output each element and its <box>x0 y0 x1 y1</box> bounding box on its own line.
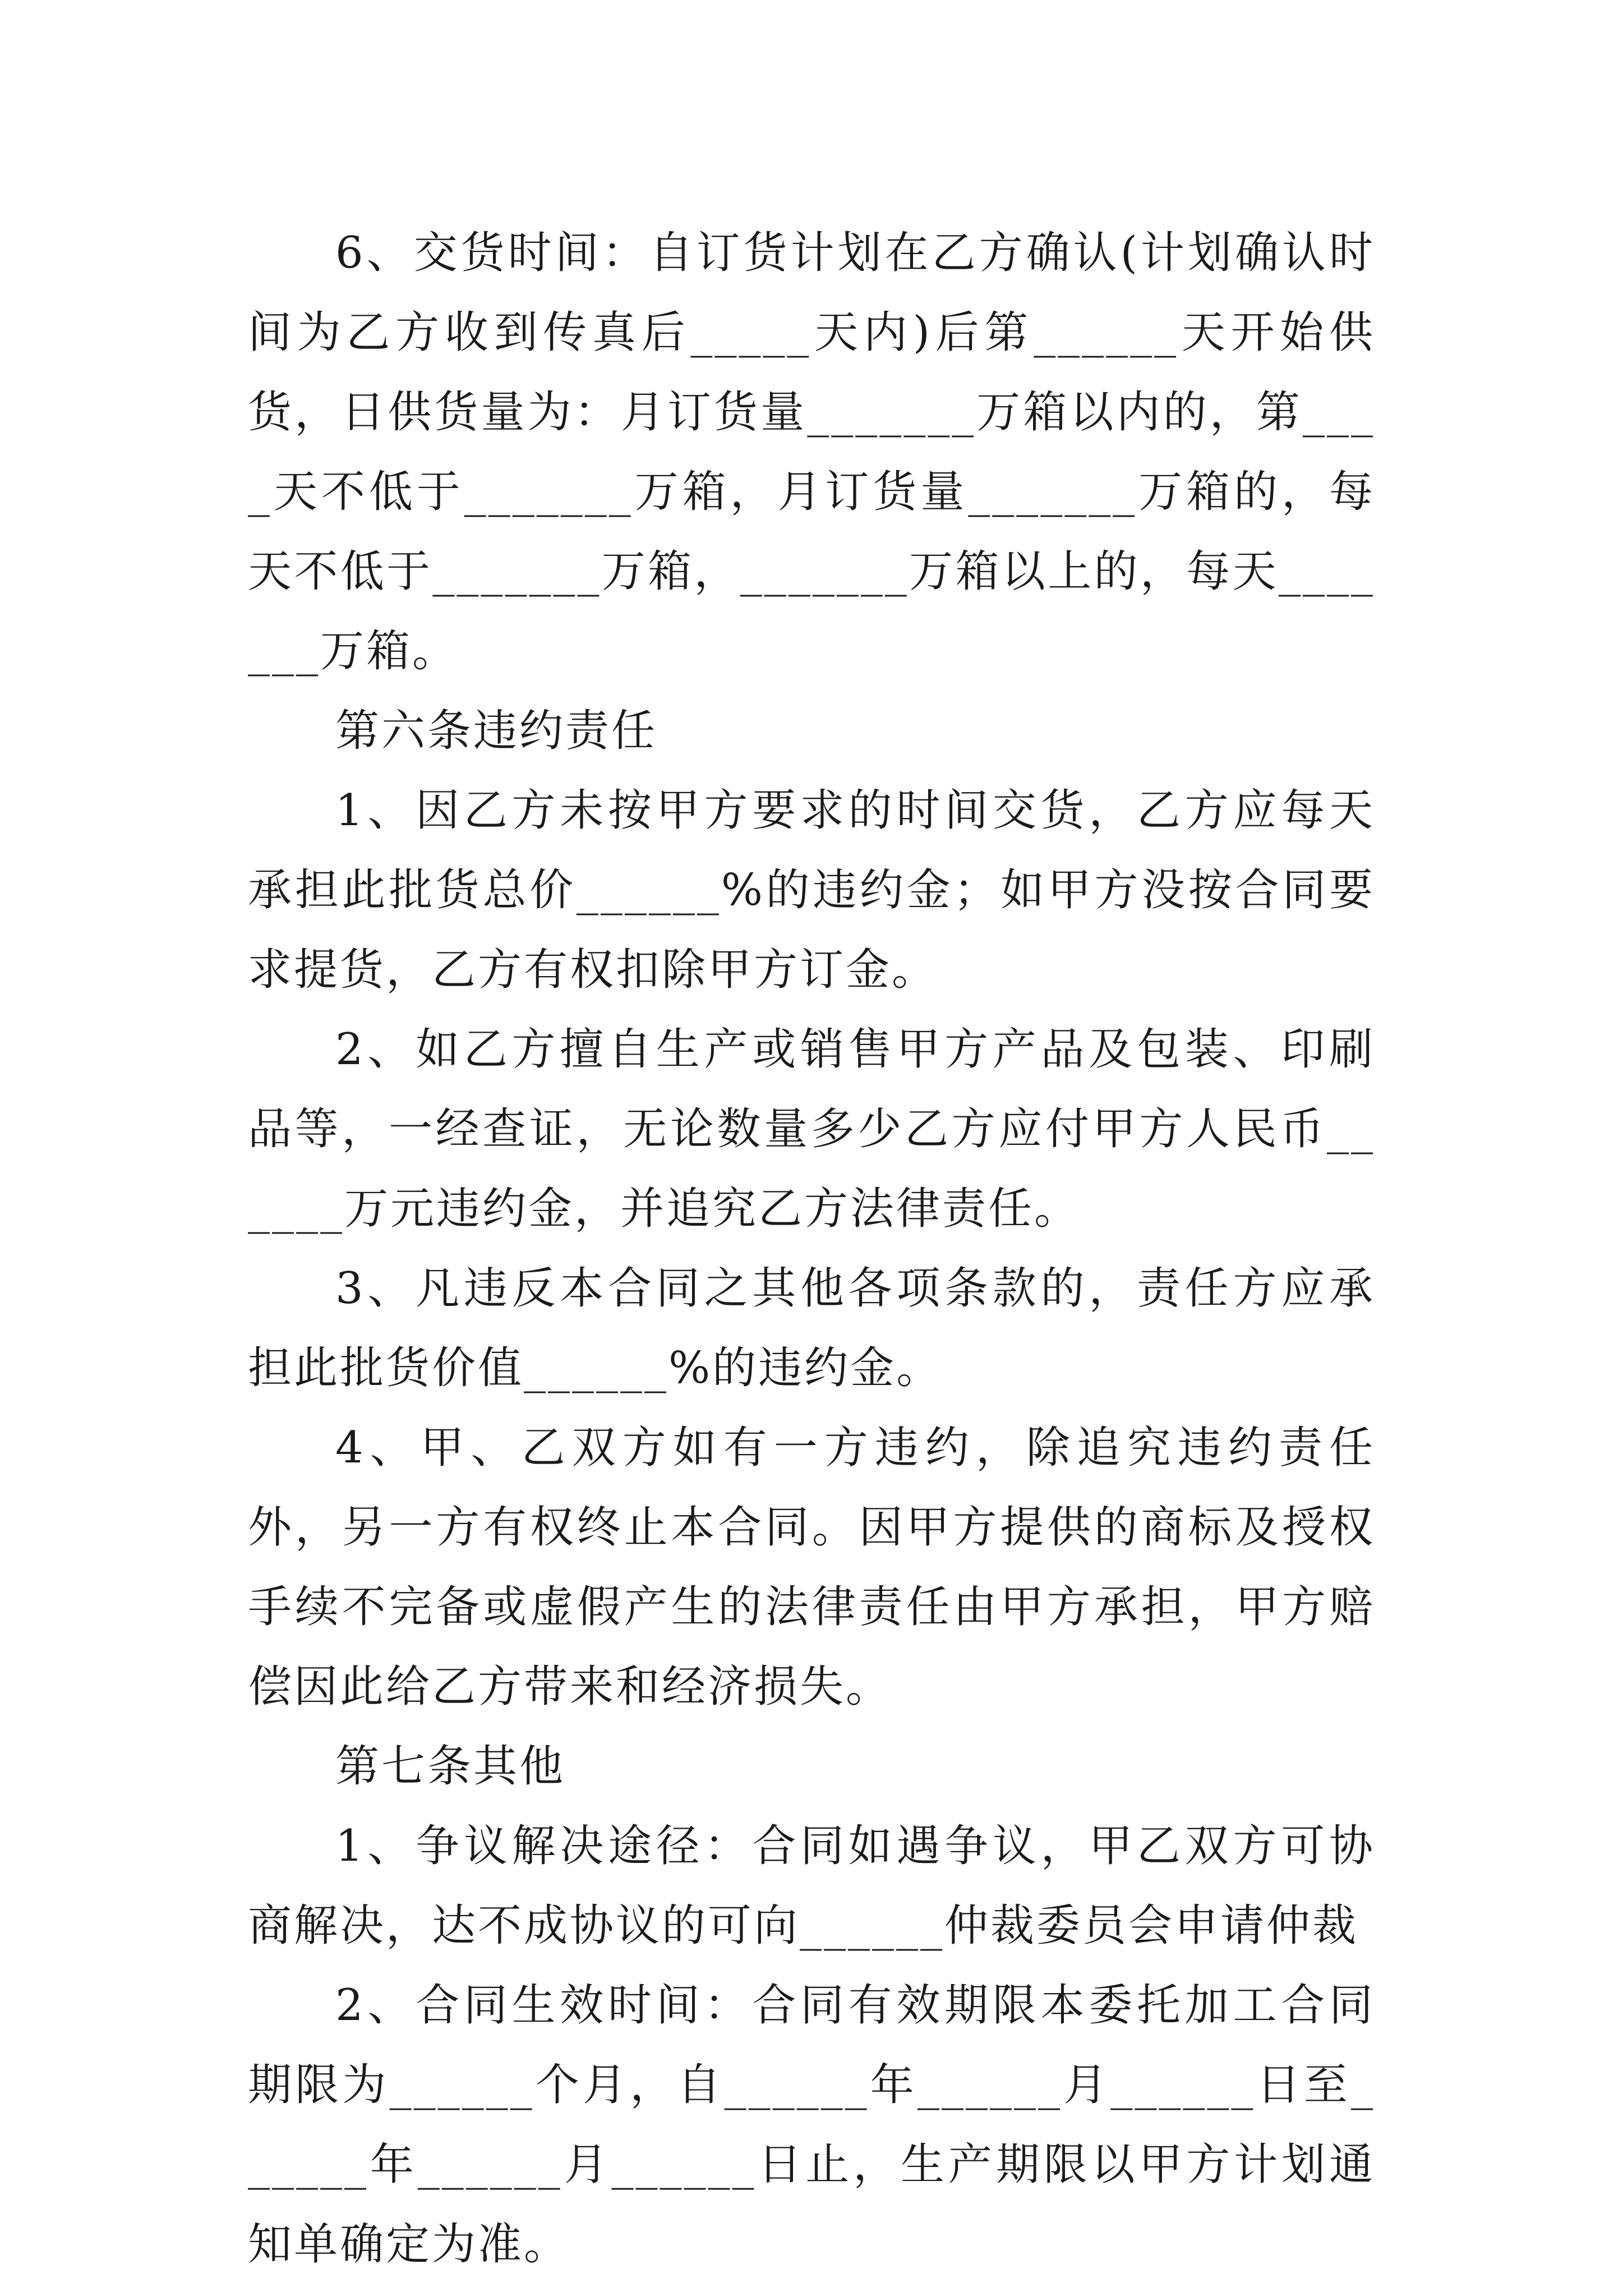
article-6-item-1: 1、因乙方未按甲方要求的时间交货，乙方应每天承担此批货总价______%的违约金；如甲方没按合同要求提货，乙方有权扣除甲方订金。 <box>248 785 1375 995</box>
article-6-item-3: 3、凡违反本合同之其他各项条款的，责任方应承担此批货价值______%的违约金。 <box>248 1263 1375 1393</box>
article-7-item-1: 1、争议解决途径：合同如遇争议，甲乙双方可协商解决，达不成协议的可向______仲裁委员会申请仲裁 <box>248 1821 1375 1951</box>
article-6-heading: 第六条违约责任 <box>335 706 658 756</box>
document-body <box>248 213 1375 2284</box>
article-6-item-4: 4、甲、乙双方如有一方违约，除追究违约责任外，另一方有权终止本合同。因甲方提供的商标及授权手续不完备或虚假产生的法律责任由甲方承担，甲方赔偿因此给乙方带来和经济损失。 <box>248 1423 1375 1712</box>
article-7-heading: 第七条其他 <box>335 1741 566 1792</box>
article-6-item-2: 2、如乙方擅自生产或销售甲方产品及包装、印刷品等，一经查证，无论数量多少乙方应付甲方人民币______万元违约金，并追究乙方法律责任。 <box>248 1024 1375 1234</box>
clause-5-item-6-delivery-time: 6、交货时间：自订货计划在乙方确认(计划确认时间为乙方收到传真后_____天内)后第______天开始供货，日供货量为：月订货量_______万箱以内的，第____天不低于_______万箱，月订货量_______万箱的，每天不低于_______万箱，_______万箱以上的，每天_______万箱。 <box>248 228 1375 677</box>
article-7-item-2: 2、合同生效时间：合同有效期限本委托加工合同期限为______个月，自______年______月______日至______年______月______日止，生产期限以甲方计划通知单确定为准。 <box>248 1980 1375 2270</box>
